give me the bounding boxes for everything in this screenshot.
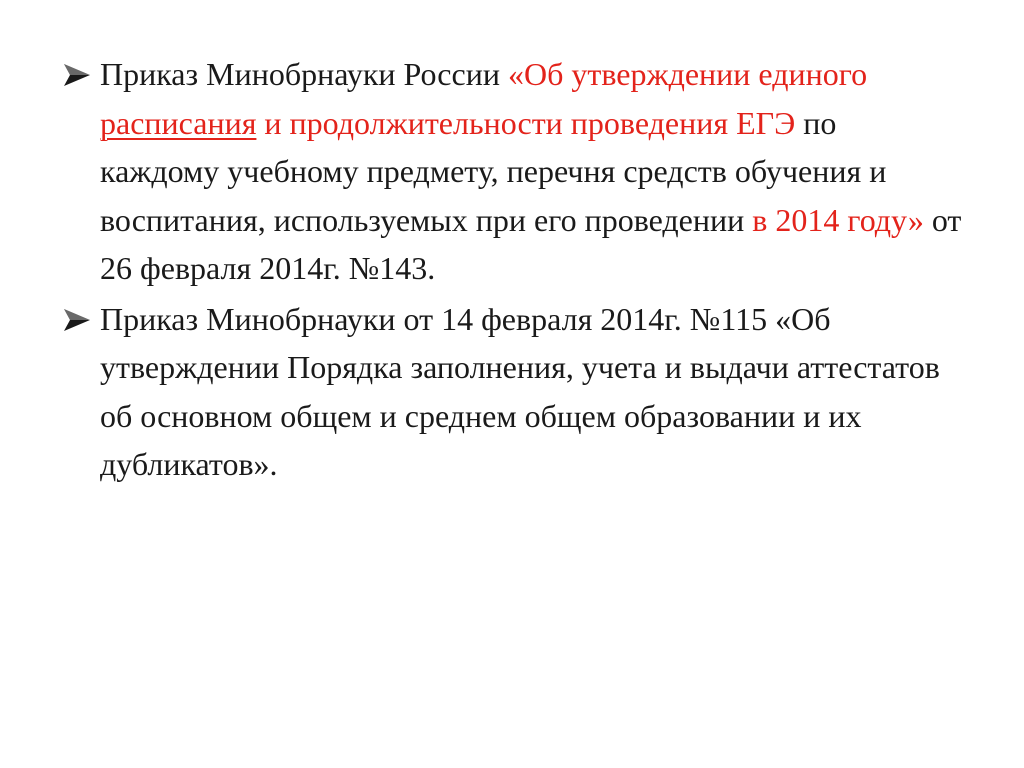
bullet-text-red-title-middle: и продолжительности проведения ЕГЭ: [256, 104, 796, 141]
bullet-item-order-143: [62, 50, 962, 293]
bullet-text-red-year: в 2014 году»: [752, 201, 924, 238]
bullet-item-order-115: [62, 295, 962, 489]
bullet-list: [62, 50, 962, 491]
bullet-text-plain-date: от 26 февраля 2014г. №143.: [100, 201, 962, 286]
bullet-text-plain: Приказ Минобрнауки от 14 февраля 2014г. №115 «Об утверждении Порядка заполнения, учета и выдачи аттестатов об основном общем и среднем общем образовании и их дубликатов».: [100, 300, 940, 482]
arrowhead-bullet-icon: [62, 307, 92, 333]
bullet-text-plain-middle: по каждому учебному предмету, перечня средств обучения и воспитания, используемых при его проведении: [100, 104, 887, 238]
bullet-text-plain: Приказ Минобрнауки России: [100, 56, 508, 92]
bullet-text-red-title-start: «Об утверждении единого: [507, 56, 868, 92]
arrowhead-bullet-icon: [62, 62, 92, 88]
bullet-text-red-underlined: расписания: [100, 104, 257, 141]
